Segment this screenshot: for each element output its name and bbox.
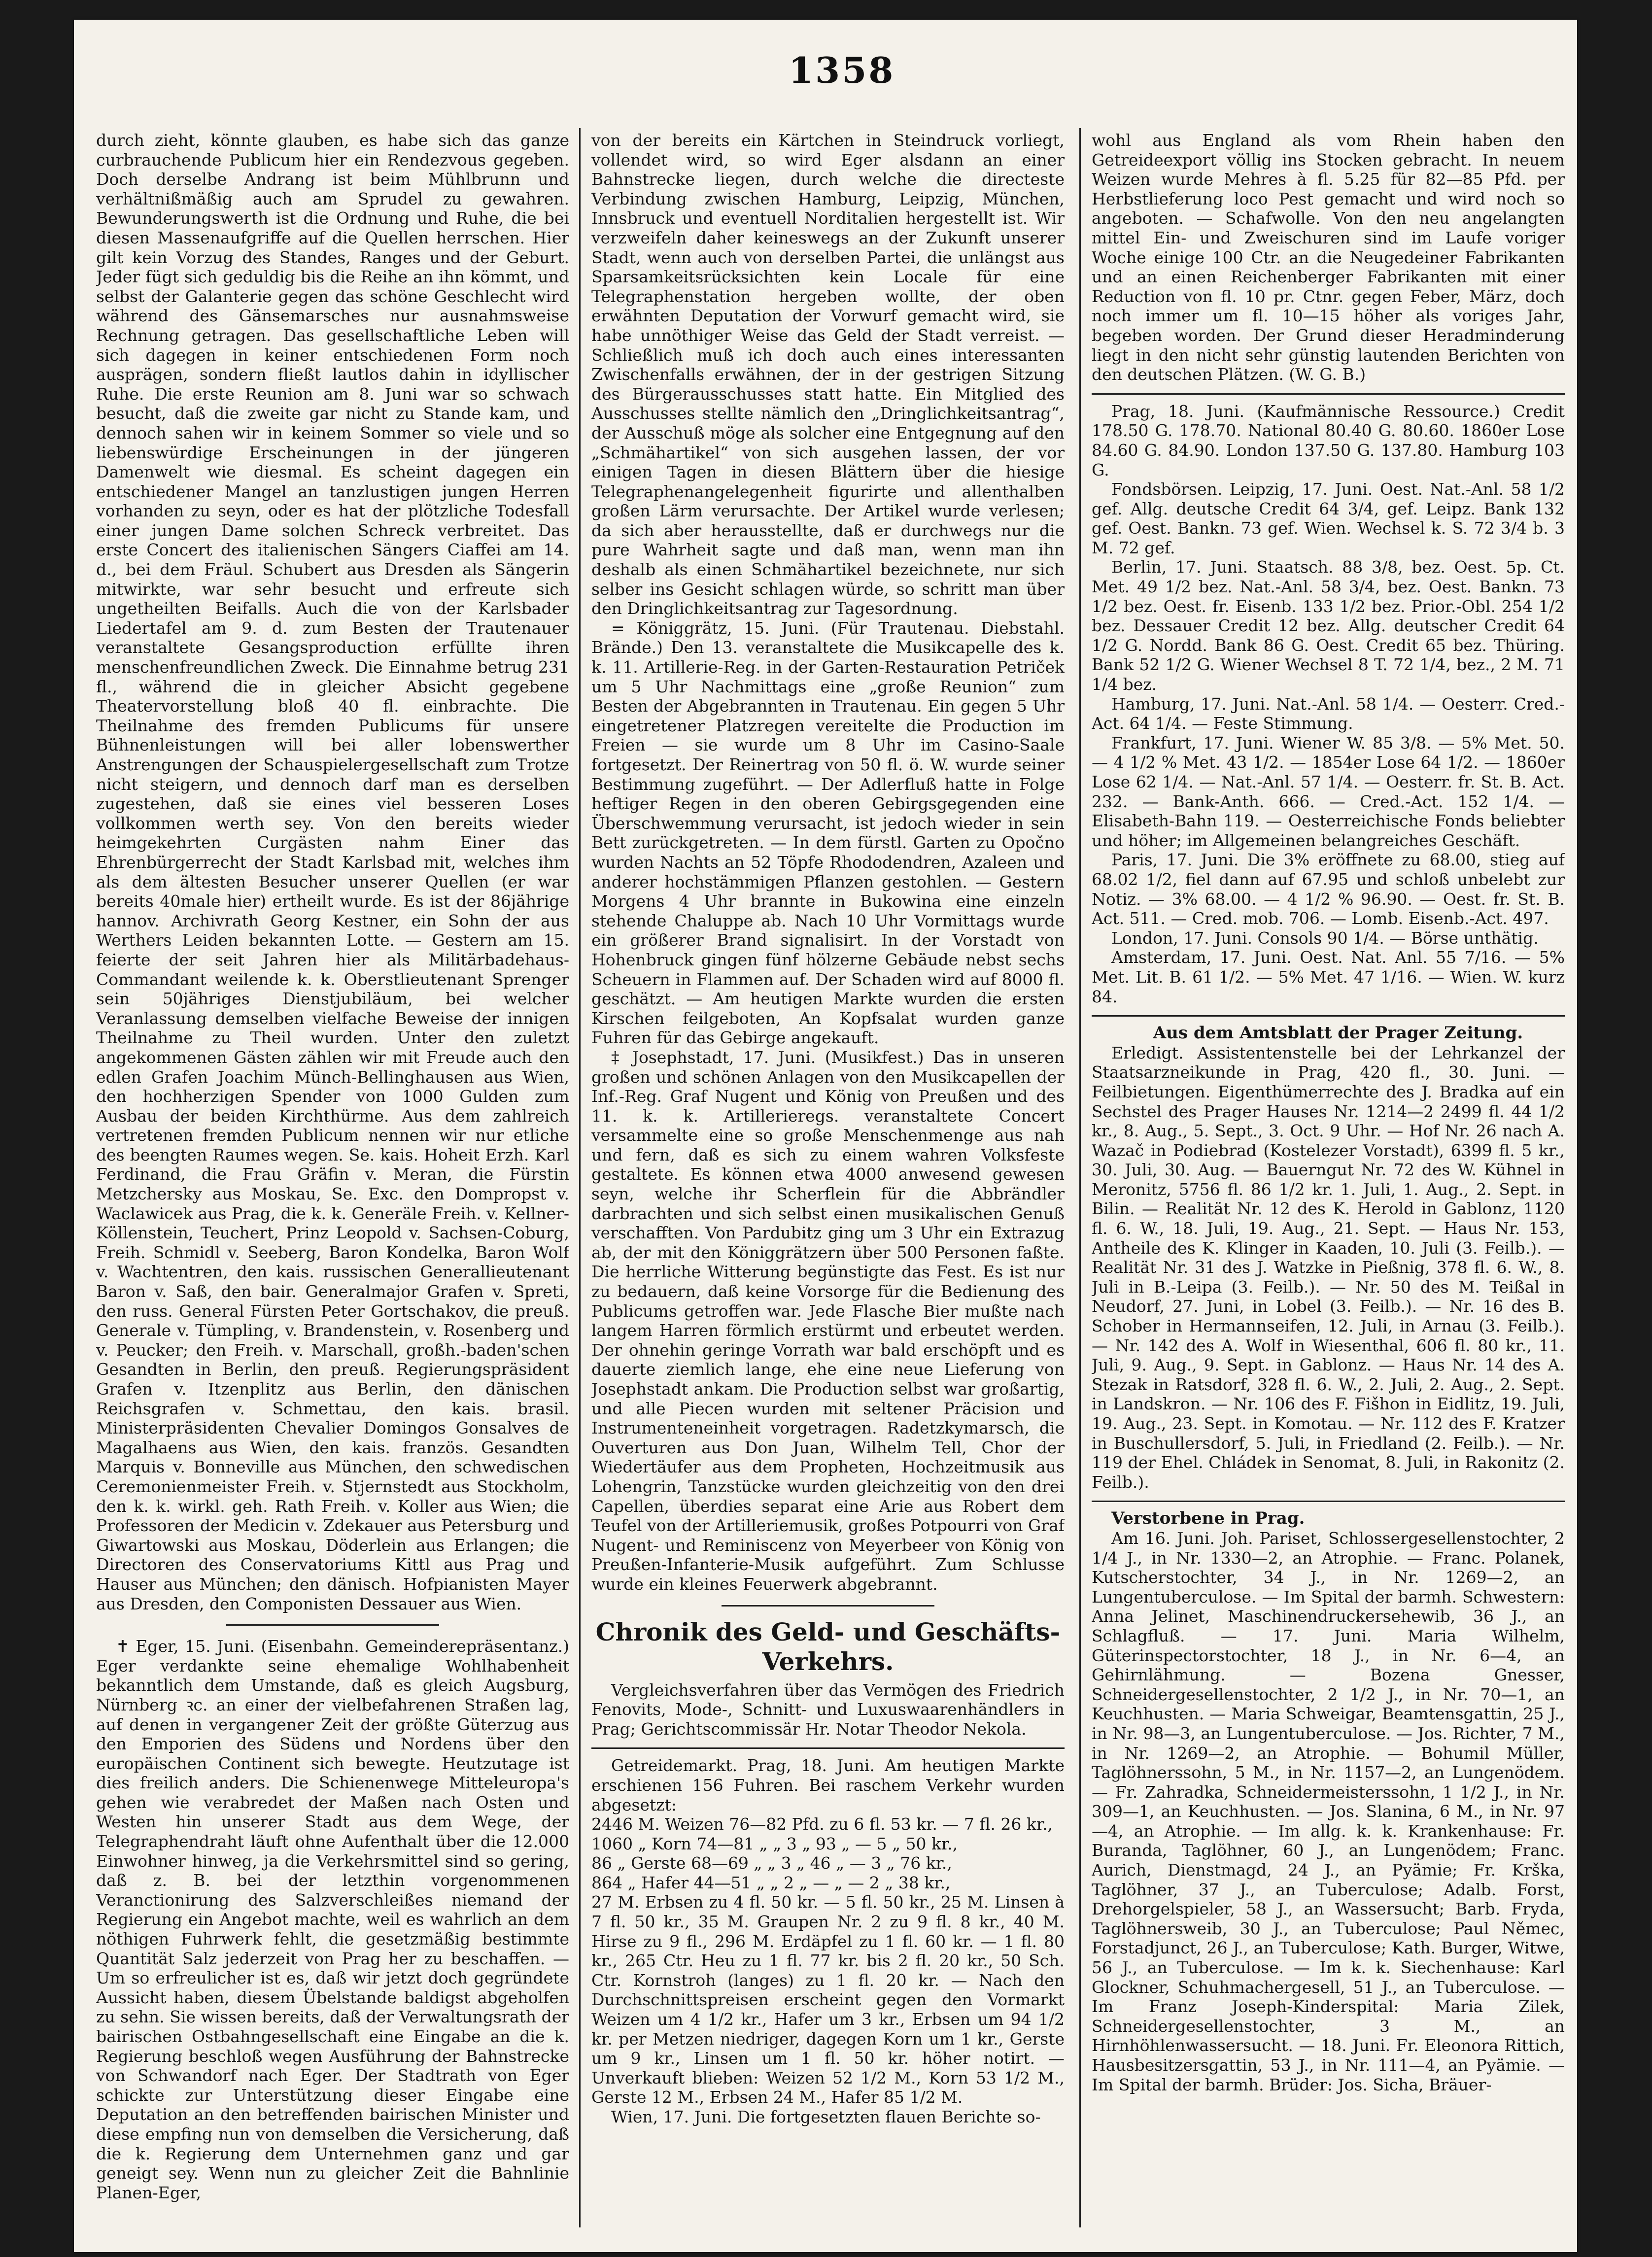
divider <box>1092 393 1565 395</box>
getreide-row: 2446 M. Weizen 76—82 Pfd. zu 6 fl. 53 kr. — 7 fl. 26 kr., <box>591 1814 1053 1834</box>
divider <box>1092 1501 1565 1502</box>
verstorbene-text: Am 16. Juni. Joh. Pariset, Schlossergesellenstochter, 2 1/4 J., in Nr. 1330—2, an Atrophie. — Franc. Polanek, Kutscherstochter, 34 J., in Nr. 1269—2, an Lungentuberculose. — Im Spital der barmh. Schwestern: Anna Jelinet, Maschinendruckersehewib, 36 J., an Schlagfluß. — 17. Juni. Maria Wilhelm, Güterinspectorstochter, 18 J., in Nr. 6—4, an Gehirnlähmung. — Bozena Gnesser, Schneidergesellenstochter, 2 1/2 J., in Nr. 70—1, an Keuchhusten. — Maria Schweigar, Beamtensgattin, 25 J., in Nr. 98—3, an Lungentuberculose. — Jos. Richter, 7 M., in Nr. 1269—2, an Atrophie. — Bohumil Müller, Taglöhnerssohn, 5 M., in Nr. 1157—2, an Lungenödem. — Fr. Zahradka, Schneidermeisterssohn, 1 1/2 J., in Nr. 309—1, an Keuchhusten. — Jos. Slanina, 6 M., in Nr. 97—4, an Atrophie. — Im allg. k. k. Krankenhause: Fr. Buranda, Taglöhner, 60 J., an Lungenödem; Franc. Aurich, Dienstmagd, 24 J., an Pyämie; Fr. Krška, Taglöhner, 37 J., an Tuberculose; Adalb. Forst, Drehorgelspieler, 58 J., an Wassersucht; Barb. Fryda, Taglöhnersweib, 30 J., an Tuberculose; Paul Němec, Forstadjunct, 26 J., an Tuberculose; Kath. Burger, Witwe, 56 J., an Tuberculose. — Im k. k. Siechenhause: Karl Glockner, Schuhmachergesell, 51 J., an Tuberculose. — Im Franz Joseph-Kinderspital: Maria Zilek, Schneidergesellenstochter, 3 M., an Hirnhöhlenwassersucht. — 18. Juni. Fr. Eleonora Rittich, Hausbesitzersgattin, 53 J., in Nr. 111—4, an Pyämie. — Im Spital der barmh. Brüder: Jos. Sicha, Bräuer- <box>1092 1528 1565 2094</box>
market-cont: wohl aus England als vom Rhein haben den Getreideexport völlig ins Stocken gebracht. In neuem Weizen wurde Mehres à fl. 5.25 für 82—85 Pfd. per Herbstlieferung loco Pest gemacht und wird noch so angeboten. — Schafwolle. Von den neu angelangten mittel Ein- und Zweischuren sind im Laufe voriger Woche einige 100 Ctr. an die Neugedeiner Fabrikanten und an einen Reichenberger Fabrikanten mit einer Reduction von fl. 10 pr. Ctnr. gegen Feber, März, doch noch immer um fl. 10—15 höher als voriges Jahr, begeben worden. Der Grund dieser Heradminderung liegt in den nicht sehr günstig lautenden Berichten von den deutschen Plätzen. (W. G. B.) <box>1092 131 1565 384</box>
column-1 <box>96 131 569 2225</box>
newspaper-page <box>74 20 1577 2252</box>
getreide-row: 86 „ Gerste 68—69 „ „ 3 „ 46 „ — 3 „ 76 kr., <box>591 1853 952 1873</box>
amsterdam-boerse: Amsterdam, 17. Juni. Oest. Nat. Anl. 55 7/16. — 5% Met. Lit. B. 61 1/2. — 5% Met. 47 1/16. — Wien. W. kurz 84. <box>1092 948 1565 1006</box>
divider <box>226 1624 439 1626</box>
column-3 <box>1092 131 1565 2225</box>
page-number: 1358 <box>789 49 895 91</box>
article-koeniggraetz: = Königgrätz, 15. Juni. (Für Trautenau. Diebstahl. Brände.) Den 13. veranstaltete die Musikcapelle des k. k. 11. Artillerie-Reg. in der Garten-Restauration Petriček um 5 Uhr Nachmittags eine „große Reunion“ zum Besten der Abgebrannten in Trautenau. Ein gegen 5 Uhr eingetretener Platzregen vereitelte die Production im Freien — sie wurde um 8 Uhr im Casino-Saale fortgesetzt. Der Reinertrag von 50 fl. ö. W. wurde seiner Bestimmung zugeführt. — Der Adlerfluß hatte in Folge heftiger Regen in den oberen Gebirgsgegenden eine Überschwemmung verursacht, ist jedoch wieder in sein Bett zurückgetreten. — In dem fürstl. Garten zu Opočno wurden Nachts an 52 Töpfe Rhododendren, Azaleen und anderer hochstämmigen Pflanzen gestohlen. — Gestern Morgens 4 Uhr brannte in Bukowina eine einzeln stehende Chaluppe ab. Nach 10 Uhr Vormittags wurde ein größerer Brand signalisirt. In der Vorstadt von Hohenbruck gingen fünf hölzerne Gebäude nebst sechs Scheuern in Flammen auf. Der Schaden wird auf 8000 fl. geschätzt. — Am heutigen Markte wurden die ersten Kirschen feilgeboten, An Kopfsalat wurden ganze Fuhren für das Gebirge angekauft. <box>591 618 1065 1048</box>
getreide-row: 864 „ Hafer 44—51 „ „ 2 „ — „ — 2 „ 38 kr., <box>591 1873 951 1892</box>
divider <box>1092 1015 1565 1017</box>
berlin-boerse: Berlin, 17. Juni. Staatsch. 88 3/8, bez. Oest. 5p. Ct. Met. 49 1/2 bez. Nat.-Anl. 58 3/4, bez. Oest. Bankn. 73 1/2 bez. Oest. fr. Eisenb. 133 1/2 bez. Prior.-Obl. 254 1/2 bez. Dessauer Credit 12 bez. Allg. deutscher Credit 64 1/2 G. Nordd. Bank 86 G. Oest. Credit 65 bez. Thüring. Bank 52 1/2 G. Wiener Wechsel 8 T. 72 1/4, bez., 2 M. 71 1/4 bez. <box>1092 557 1565 694</box>
article-josephstadt: ‡ Josephstadt, 17. Juni. (Musikfest.) Das in unseren großen und schönen Anlagen von den Musikcapellen der Inf.-Reg. Graf Nugent und König von Preußen und des 11. k. k. Artillerieregs. veranstaltete Concert versammelte eine so große Menschenmenge aus nah und fern, daß es sich zu einem wahren Volksfeste gestaltete. Es können etwa 4000 anwesend gewesen seyn, welche ihr Scherflein für die Abbrändler darbrachten und sich selbst einen musikalischen Genuß verschafften. Von Pardubitz ging um 3 Uhr ein Extrazug ab, der mit den Königgrätzern über 500 Personen faßte. Die herrliche Witterung begünstigte das Fest. Es ist nur zu bedauern, daß keine Vorsorge für die Bedienung des Publicums getroffen war. Jede Flasche Bier mußte nach langem Harren förmlich erstürmt und erbeutet werden. Der ohnehin geringe Vorrath war bald erschöpft und es dauerte ziemlich lange, ehe eine neue Lieferung von Josephstadt ankam. Die Production selbst war großartig, und alle Piecen wurden mit seltener Präcision und Instrumenteneinheit vorgetragen. Radetzkymarsch, die Ouverturen aus Don Juan, Wilhelm Tell, Chor der Wiedertäufer aus dem Propheten, Hochzeitmusik aus Lohengrin, Tanzstücke wurden gleichzeitig von den drei Capellen, überdies separat eine Arie aus Robert dem Teufel von der Artilleriemusik, großes Potpourri von Graf Nugent- und Reminiscenz von Meyerbeer von König von Preußen-Infanterie-Musik aufgeführt. Zum Schlusse wurde ein kleines Feuerwerk abgebrannt. <box>591 1047 1065 1594</box>
leipzig-boerse: Fondsbörsen. Leipzig, 17. Juni. Oest. Nat.-Anl. 58 1/2 gef. Allg. deutsche Credit 64 3/4, gef. Leipz. Bank 132 gef. Oest. Bankn. 73 gef. Wien. Wechsel k. S. 72 3/4 b. 3 M. 72 gef. <box>1092 479 1565 557</box>
amtsblatt-heading: Aus dem Amtsblatt der Prager Zeitung. <box>1153 1023 1523 1043</box>
verstorbene-heading: Verstorbene in Prag. <box>1111 1508 1305 1529</box>
divider <box>591 1747 1065 1749</box>
article-eger-cont: von der bereits ein Kärtchen in Steindruck vorliegt, vollendet wird, so wird Eger alsdann an einer Bahnstrecke liegen, durch welche die directeste Verbindung zwischen Hamburg, Leipzig, München, Innsbruck und eventuell Norditalien hergestellt ist. Wir verzweifeln daher keineswegs an der Zukunft unserer Stadt, wenn auch von derselben Partei, die unlängst aus Sparsamkeitsrücksichten kein Locale für eine Telegraphenstation hergeben wollte, der oben erwähnten Deputation der Vorwurf gemacht wird, sie habe unnöthiger Weise das Geld der Stadt verreist. — Schließlich muß ich doch auch eines interessanten Zwischenfalls erwähnen, der in der gestrigen Sitzung des Bürgerausschusses statt hatte. Ein Mitglied des Ausschusses stellte nämlich den „Dringlichkeitsantrag“, der Ausschuß möge als solcher eine Entgegnung auf den „Schmähartikel“ von sich ausgehen lassen, der vor einigen Tagen in diesen Blättern über die hiesige Telegraphenangelegenheit figurirte und allenthalben großen Lärm verursachte. Der Artikel wurde verlesen; da sich aber herausstellte, daß er durchwegs nur die pure Wahrheit sagte und daß man, wenn man ihn deshalb als einen Schmähartikel bezeichnete, nur sich selber ins Gesicht schlagen würde, so schritt man über den Dringlichkeitsantrag zur Tagesordnung. <box>591 131 1065 618</box>
hamburg-boerse: Hamburg, 17. Juni. Nat.-Anl. 58 1/4. — Oesterr. Cred.-Act. 64 1/4. — Feste Stimmung. <box>1092 694 1565 733</box>
article-karlsbad: durch zieht, könnte glauben, es habe sich das ganze curbrauchende Publicum hier ein Rendezvous gegeben. Doch derselbe Andrang ist beim Mühlbrunn und verhältnißmäßig auch am Sprudel zu gewahren. Bewunderungswerth ist die Ordnung und Ruhe, die bei diesen Massenaufgriffe auf die Quellen herrschen. Hier gilt kein Vorzug des Standes, Ranges und der Geburt. Jeder fügt sich geduldig bis die Reihe an ihn kömmt, und selbst der Galanterie gegen das schöne Geschlecht wird während des Gänsemarsches nur ausnahmsweise Rechnung getragen. Das gesellschaftliche Leben will sich dagegen in keiner entschiedenen Form noch ausprägen, sondern fließt lautlos dahin in idyllischer Ruhe. Die erste Reunion am 8. Juni war so schwach besucht, daß die zweite gar nicht zu Stande kam, und dennoch sahen wir in keinem Sommer so viele und so liebenswürdige Erscheinungen in der jüngeren Damenwelt wie diesmal. Es scheint dagegen ein entschiedener Mangel an tanzlustigen jungen Herren vorhanden zu seyn, oder es hat der plötzliche Todesfall einer jungen Dame solchen Schreck verbreitet. Das erste Concert des italienischen Sängers Ciaffei am 14. d., bei dem Fräul. Schubert aus Dresden als Sängerin mitwirkte, war sehr besucht und erfreute sich ungetheilten Beifalls. Auch die von der Karlsbader Liedertafel am 9. d. zum Besten der Trautenauer veranstaltete Gesangsproduction erfüllte ihren menschenfreundlichen Zweck. Die Einnahme betrug 231 fl., während die in gleicher Absicht gegebene Theatervorstellung bloß 40 fl. einbrachte. Die Theilnahme des fremden Publicums für unsere Bühnenleistungen will bei aller lobenswerther Anstrengungen der Schauspielergesellschaft zum Trotze nicht steigern, und dennoch darf man es derselben zugestehen, daß sie eines viel besseren Loses vollkommen werth sey. Von den bereits wieder heimgekehrten Curgästen nahm Einer das Ehrenbürgerrecht der Stadt Karlsbad mit, welches ihm als dem ältesten Besucher unserer Quellen (er war bereits 40male hier) ertheilt wurde. Es ist der 86jährige hannov. Archivrath Georg Kestner, ein Sohn der aus Werthers Leiden bekannten Lotte. — Gestern am 15. feierte der seit Jahren hier als Militärbadehaus-Commandant weilende k. k. Oberstlieutenant Sprenger sein 50jähriges Dienstjubiläum, bei welcher Veranlassung demselben vielfache Beweise der innigen Theilnahme zu Theil wurden. Unter den zuletzt angekommenen Gästen zählen wir mit Freude auch den edlen Grafen Joachim Münch-Bellinghausen aus Wien, den hochherzigen Spender von 1000 Gulden zum Ausbau der beiden Kirchthürme. Aus dem zahlreich vertretenen fremden Publicum nennen wir nur etliche des beengten Raumes wegen. Se. kais. Hoheit Erzh. Karl Ferdinand, die Frau Gräfin v. Meran, die Fürstin Metzchersky aus Moskau, Se. Exc. den Dompropst v. Waclawicek aus Prag, die k. k. Generäle Freih. v. Kellner-Köllenstein, Teuchert, Prinz Leopold v. Sachsen-Coburg, Freih. Schmidl v. Seeberg, Baron Kondelka, Baron Wolf v. Wachtentren, den kais. russischen Generallieutenant Baron v. Saß, den bair. Generalmajor Grafen v. Spreti, den russ. General Fürsten Peter Gortschakov, die preuß. Generale v. Tümpling, v. Brandenstein, v. Rosenberg und v. Peucker; den Freih. v. Marschall, großh.-baden'schen Gesandten in Berlin, den preuß. Regierungspräsident Grafen v. Itzenplitz aus Berlin, den dänischen Reichsgrafen v. Schmettau, den kais. brasil. Ministerpräsidenten Chevalier Domingos Gonsalves de Magalhaens aus Wien, den kais. französ. Gesandten Marquis v. Bonneville aus München, den schwedischen Ceremonienmeister Freih. v. Stjernstedt aus Stockholm, den k. k. wirkl. geh. Rath Freih. v. Koller aus Wien; die Professoren der Medicin v. Zdekauer aus Petersburg und Giwartowski aus Moskau, Döderlein aus Erlangen; die Directoren des Conservatoriums Kittl aus Prag und Hauser aus München; den dänisch. Hofpianisten Mayer aus Dresden, den Componisten Dessauer aus Wien. <box>96 131 569 1613</box>
column-rule <box>1079 128 1081 2227</box>
prag-boerse: Prag, 18. Juni. (Kaufmännische Ressource.) Credit 178.50 G. 178.70. National 80.40 G. 80.60. 1860er Lose 84.60 G. 84.90. London 137.50 G. 137.80. Hamburg 103 G. <box>1092 401 1565 479</box>
paris-boerse: Paris, 17. Juni. Die 3% eröffnete zu 68.00, stieg auf 68.02 1/2, fiel dann auf 67.95 und schloß unbelebt zur Notiz. — 3% 68.00. — 4 1/2 % 96.90. — Oest. fr. St. B. Act. 511. — Cred. mob. 706. — Lomb. Eisenb.-Act. 497. <box>1092 850 1565 928</box>
chronik-vergleich: Vergleichsverfahren über das Vermögen des Friedrich Fenovits, Mode-, Schnitt- und Luxuswaarenhändlers in Prag; Gerichtscommissär Hr. Notar Theodor Nekola. <box>591 1680 1065 1739</box>
london-boerse: London, 17. Juni. Consols 90 1/4. — Börse unthätig. <box>1111 928 1539 948</box>
divider <box>722 1605 934 1607</box>
wien-report: Wien, 17. Juni. Die fortgesetzten flauen Berichte so- <box>611 2107 1041 2126</box>
column-rule <box>579 128 581 2227</box>
article-eger: ✝ Eger, 15. Juni. (Eisenbahn. Gemeinderepräsentanz.) Eger verdankte seine ehemalige Wohlhabenheit bekanntlich dem Umstande, daß es gleich Augsburg, Nürnberg ꝛc. an einer der vielbefahrenen Straßen lag, auf denen in vergangener Zeit der größte Güterzug aus den Emporien des Südens und Nordens über den europäischen Continent sich bewegte. Heutzutage ist dies freilich anders. Die Schienenwege Mitteleuropa's gehen wie verabredet der Maßen nach Osten und Westen hin unserer Stadt aus dem Wege, der Telegraphendraht läuft ohne Aufenthalt über die 12.000 Einwohner hinweg, ja die Verkehrsmittel sind so gering, daß z. B. bei der letzthin vorgenommenen Veranctionirung des Salzverschleißes niemand der Regierung ein Angebot machte, weil es wahrlich an dem nöthigen Fuhrwerk fehlt, die gesetzmäßig bestimmte Quantität Salz jederzeit von Prag her zu beschaffen. — Um so erfreulicher ist es, daß wir jetzt doch gegründete Aussicht haben, diesem Übelstande baldigst abgeholfen zu sehn. Sie wissen bereits, daß der Verwaltungsrath der bairischen Ostbahngesellschaft eine Eingabe an die k. Regierung beschloß wegen Ausführung der Bahnstrecke von Schwandorf nach Eger. Der Stadtrath von Eger schickte zur Unterstützung dieser Eingabe eine Deputation an den betreffenden bairischen Minister und diese empfing nun von demselben die Versicherung, daß die k. Regierung dem Unternehmen ganz und gar geneigt sey. Wenn nun zu gleicher Zeit die Bahnlinie Planen-Eger, <box>96 1637 569 2202</box>
getreide-intro: Getreidemarkt. Prag, 18. Juni. Am heutigen Markte erschienen 156 Fuhren. Bei raschem Verkehr wurden abgesetzt: <box>591 1756 1065 1814</box>
amtsblatt-text: Erledigt. Assistentenstelle bei der Lehrkanzel der Staatsarzneikunde in Prag, 420 fl., 30. Juni. — Feilbietungen. Eigenthümerrechte des J. Bradka auf ein Sechstel des Prager Hauses Nr. 1214—2 2499 fl. 44 1/2 kr., 8. Aug., 5. Sept., 3. Oct. 9 Uhr. — Hof Nr. 26 nach A. Wazač in Podiebrad (Kostelezer Vorstadt), 6399 fl. 5 kr., 30. Juli, 30. Aug. — Bauerngut Nr. 72 des W. Kühnel in Meronitz, 5756 fl. 86 1/2 kr. 1. Juli, 1. Aug., 2. Sept. in Bilin. — Realität Nr. 12 des K. Herold in Gablonz, 1120 fl. 6. W., 18. Juli, 19. Aug., 21. Sept. — Haus Nr. 153, Antheile des K. Klinger in Kaaden, 10. Juli (3. Feilb.). — Realität Nr. 31 des J. Watzke in Pießnig, 378 fl. 6. W., 8. Juli in B.-Leipa (3. Feilb.). — Nr. 50 des M. Teißal in Neudorf, 27. Juni, in Lobel (3. Feilb.). — Nr. 16 des B. Schober in Hermannseifen, 12. Juli, in Arnau (3. Feilb.). — Nr. 142 des A. Wolf in Wiesenthal, 606 fl. 80 kr., 11. Juli, 9. Aug., 9. Sept. in Gablonz. — Haus Nr. 14 des A. Stezak in Ratsdorf, 328 fl. 6. W., 2. Juli, 2. Aug., 2. Sept. in Landskron. — Nr. 106 des F. Fišhon in Eidlitz, 19. Juli, 19. Aug., 23. Sept. in Komotau. — Nr. 112 des F. Kratzer in Buschullersdorf, 5. Juli, in Friedland (2. Feilb.). — Nr. 119 der Ehel. Chládek in Senomat, 8. Juli, in Rakonitz (2. Feilb.). <box>1092 1043 1565 1492</box>
frankfurt-boerse: Frankfurt, 17. Juni. Wiener W. 85 3/8. — 5% Met. 50. — 4 1/2 % Met. 43 1/2. — 1854er Lose 64 1/2. — 1860er Lose 62 1/4. — Nat.-Anl. 57 1/4. — Oesterr. fr. St. B. Act. 232. — Bank-Anth. 666. — Cred.-Act. 152 1/4. — Elisabeth-Bahn 119. — Oesterreichische Fonds beliebter und höher; im Allgemeinen belangreiches Geschäft. <box>1092 733 1565 850</box>
column-2 <box>591 131 1065 2225</box>
chronik-heading: Chronik des Geld- und Geschäfts-Verkehrs. <box>595 1617 1061 1676</box>
getreide-rest: 27 M. Erbsen zu 4 fl. 50 kr. — 5 fl. 50 kr., 25 M. Linsen à 7 fl. 50 kr., 35 M. Graupen Nr. 2 zu 9 fl. 8 kr., 40 M. Hirse zu 9 fl., 296 M. Erdäpfel zu 1 fl. 60 kr. — 1 fl. 80 kr., 265 Ctr. Heu zu 1 fl. 77 kr. bis 2 fl. 20 kr., 50 Sch. Ctr. Kornstroh (langes) zu 1 fl. 20 kr. — Nach den Durchschnittspreisen erscheint gegen den Vormarkt Weizen um 4 1/2 kr., Hafer um 3 kr., Erbsen um 94 1/2 kr. per Metzen niedriger, dagegen Korn um 1 kr., Gerste um 9 kr., Linsen um 1 fl. 50 kr. höher notirt. — Unverkauft blieben: Weizen 52 1/2 M., Korn 53 1/2 M., Gerste 12 M., Erbsen 24 M., Hafer 85 1/2 M. <box>591 1892 1065 2107</box>
getreide-row: 1060 „ Korn 74—81 „ „ 3 „ 93 „ — 5 „ 50 kr., <box>591 1834 958 1853</box>
